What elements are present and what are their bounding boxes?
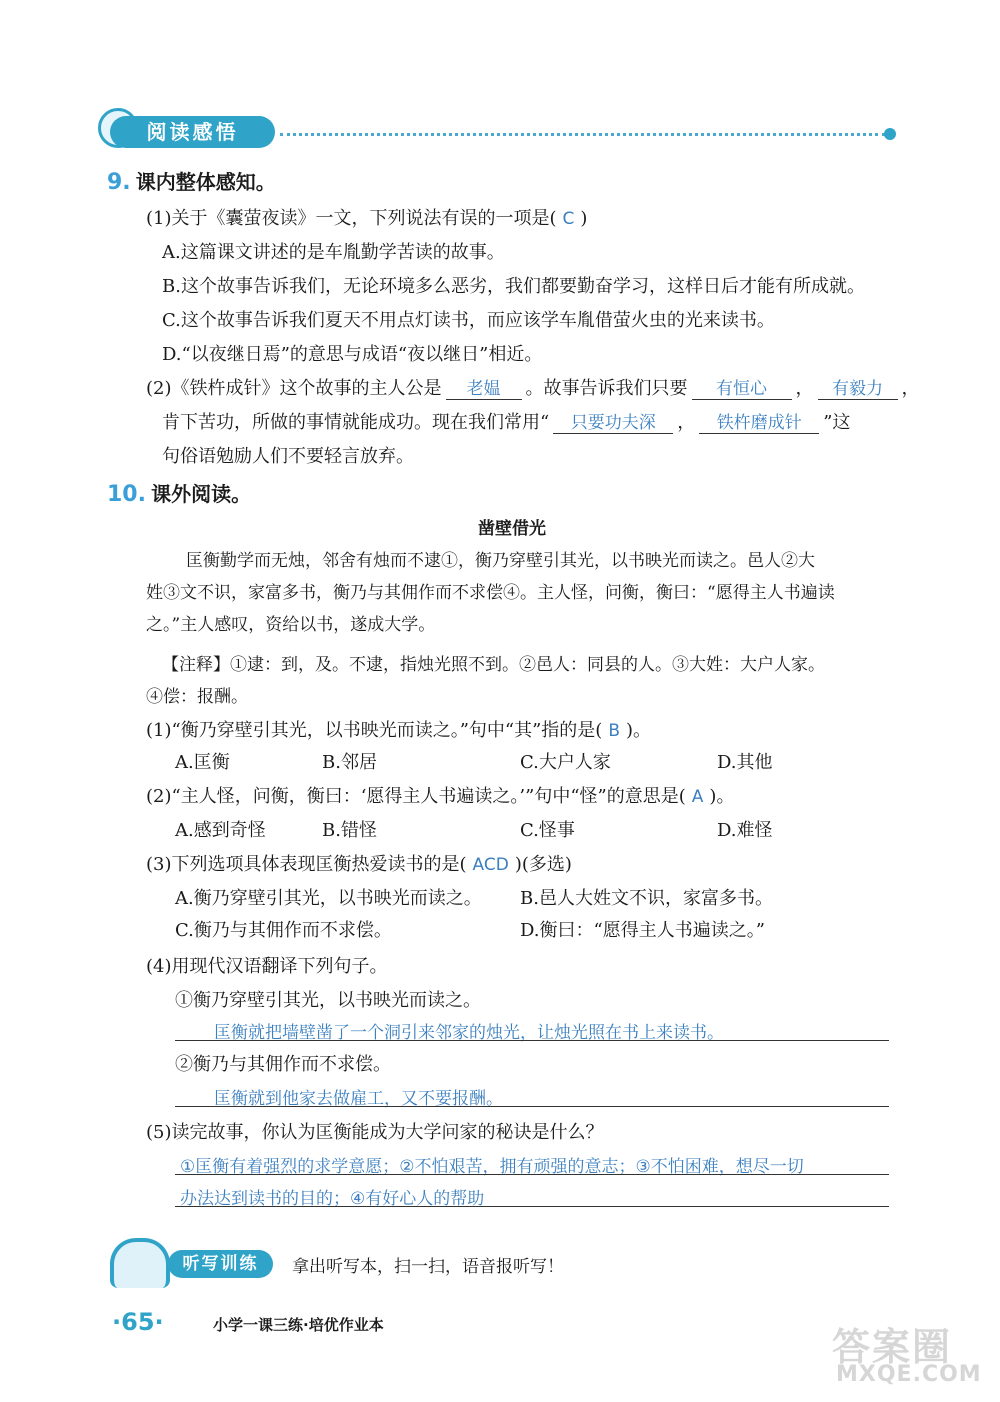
q10-sub3-opt-a: A.衡乃穿壁引其光，以书映光而读之。 [175,888,482,909]
listen-banner: 听写训练 [168,1250,273,1278]
q10-sub3-answer: ACD [472,855,509,875]
passage-line-2: 姓③文不识，家富多书，衡乃与其佣作而不求偿④。主人怪，问衡，衡曰：“愿得主人书遍读 [146,583,835,603]
q10-sub5-stem: (5)读完故事，你认为匡衡能成为大学问家的秘诀是什么？ [146,1122,604,1143]
watermark-logo: 答案圈 [832,1325,953,1369]
q9-part2-text-d: ， [901,378,920,399]
q9-part2-line3: 句俗语勉励人们不要轻言放弃。 [162,446,414,467]
q10-sub3-close: )(多选) [514,854,572,875]
q9-option-d: D.“以夜继日焉”的意思与成语“夜以继日”相近。 [162,344,543,365]
passage-line-3: 之。”主人感叹，资给以书，遂成大学。 [146,615,436,635]
q10-sub2-stem [146,782,734,808]
q9-option-a: A.这篇课文讲述的是车胤勤学苦读的故事。 [162,242,505,263]
q10-sub1-close: )。 [626,720,652,741]
q9-part2-answer2: 有恒心 [692,374,792,400]
q10-sub4-answer2: 匡衡就到他家去做雇工，又不要报酬。 [214,1089,503,1109]
q10-sub1-text: (1)“衡乃穿壁引其光，以书映光而读之。”句中“其”指的是( [146,720,603,741]
q9-part1-close: ) [580,208,588,229]
q9-part2-text-f: ， [677,412,696,433]
q9-part2-answer1: 老媪 [446,374,522,400]
note-line-2: ④偿：报酬。 [146,687,248,707]
q9-option-b: B.这个故事告诉我们，无论环境多么恶劣，我们都要勤奋学习，这样日后才能有所成就。 [162,276,865,297]
q9-part1-answer: C [562,209,575,229]
q10-sub2-opt-b: B.错怪 [322,820,377,841]
q10-sub3-opt-d: D.衡曰：“愿得主人书遍读之。” [520,920,765,941]
section-banner: 阅读感悟 [110,116,275,148]
q9-part2-line2 [162,408,850,434]
q10-sub3-opt-b: B.邑人大姓文不识，家富多书。 [520,888,773,909]
q10-sub2-opt-a: A.感到奇怪 [175,820,266,841]
q9-part2-answer4: 只要功夫深 [553,408,673,434]
q10-sub2-text: (2)“主人怪，问衡，衡曰：‘愿得主人书遍读之。’”句中“怪”的意思是( [146,786,686,807]
q9-title: 课内整体感知。 [135,170,276,194]
q9-number: 9. [107,170,131,195]
q9-part2-text-b: 。故事告诉我们只要 [525,378,688,399]
book-title: 小学一课三练·培优作业本 [213,1316,384,1334]
q9-part2-line1 [146,374,920,400]
q10-sub3-opt-c: C.衡乃与其佣作而不求偿。 [175,920,392,941]
q9-part2-text-a: (2)《铁杵成针》这个故事的主人公是 [146,378,442,399]
q9-option-c: C.这个故事告诉我们夏天不用点灯读书，而应该学车胤借萤火虫的光来读书。 [162,310,775,331]
q10-sub4-item1: ①衡乃穿壁引其光，以书映光而读之。 [175,990,481,1011]
q10-sub1-answer: B [608,721,620,741]
q9-part2-text-c: ， [795,378,814,399]
q9-part2-answer3: 有毅力 [818,374,898,400]
headphone-icon [110,1238,170,1288]
q10-sub4-line1 [175,1040,889,1041]
q10-sub3-text: (3)下列选项具体表现匡衡热爱读书的是( [146,854,467,875]
q10-sub1-opt-c: C.大户人家 [520,752,611,773]
passage-line-1: 匡衡勤学而无烛，邻舍有烛而不逮①，衡乃穿壁引其光，以书映光而读之。邑人②大 [186,551,815,571]
q10-sub4-line2 [175,1106,889,1107]
header-end-dot [884,128,896,140]
q9-part2-text-g: ”这 [823,412,851,433]
listen-instruction: 拿出听写本，扫一扫，语音报听写！ [292,1257,564,1277]
q10-sub1-stem [146,716,651,742]
q10-sub2-opt-d: D.难怪 [717,820,773,841]
q10-sub3-stem [146,850,572,876]
q10-sub1-opt-d: D.其他 [717,752,773,773]
watermark-url: MXQE.COM [836,1362,982,1387]
q10-number: 10. [107,482,146,507]
note-line-1: 【注释】①逮：到，及。不逮，指烛光照不到。②邑人：同县的人。③大姓：大户人家。 [162,655,825,675]
q10-sub4-item2: ②衡乃与其佣作而不求偿。 [175,1054,391,1075]
q10-sub2-opt-c: C.怪事 [520,820,575,841]
q10-sub5-answer-line1: ①匡衡有着强烈的求学意愿；②不怕艰苦，拥有顽强的意志；③不怕困难，想尽一切 [180,1157,804,1177]
q9-part2-answer5: 铁杵磨成针 [699,408,819,434]
q10-sub5-answer-line2: 办法达到读书的目的；④有好心人的帮助 [180,1189,485,1209]
q9-heading [107,166,276,195]
page-number: ·65· [112,1308,164,1336]
q10-sub1-opt-a: A.匡衡 [175,752,230,773]
q10-sub2-answer: A [691,787,704,807]
header-dotted-line [280,133,885,136]
passage-title: 凿壁借光 [478,519,546,539]
q10-sub2-close: )。 [709,786,735,807]
q9-part1-stem [146,204,587,230]
q10-sub4-answer1: 匡衡就把墙壁凿了一个洞引来邻家的烛光，让烛光照在书上来读书。 [214,1023,724,1043]
q10-sub5-line2 [175,1206,889,1207]
q10-title: 课外阅读。 [151,482,252,506]
q10-sub1-opt-b: B.邻居 [322,752,377,773]
q9-part1-text: (1)关于《囊萤夜读》一文，下列说法有误的一项是( [146,208,557,229]
q10-sub5-line1 [175,1174,889,1175]
q9-part2-text-e: 肯下苦功，所做的事情就能成功。现在我们常用“ [162,412,550,433]
q10-sub4-stem: (4)用现代汉语翻译下列句子。 [146,956,388,977]
q10-heading [107,478,251,507]
